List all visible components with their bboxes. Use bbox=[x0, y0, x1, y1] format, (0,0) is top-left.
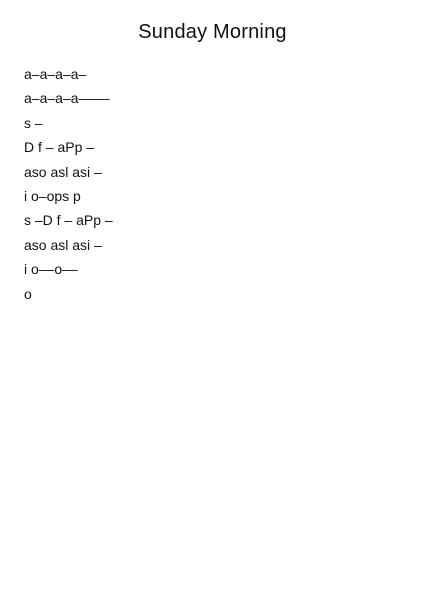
text-line: i o–ops p bbox=[24, 187, 81, 204]
text-line: a–a–a–a– bbox=[24, 66, 87, 82]
text-lines bbox=[24, 62, 113, 306]
text-line: i o––o–– bbox=[24, 261, 78, 278]
text-line: s – bbox=[24, 114, 43, 131]
page-title: Sunday Morning bbox=[138, 21, 287, 43]
text-line: aso asl asi – bbox=[24, 236, 102, 253]
text-line: o bbox=[24, 285, 32, 302]
text-line: s –D f – aPp – bbox=[24, 212, 113, 229]
text-line: a–a–a–a–––– bbox=[24, 90, 110, 107]
text-line: D f – aPp – bbox=[24, 139, 95, 156]
text-line: aso asl asi – bbox=[24, 163, 102, 180]
